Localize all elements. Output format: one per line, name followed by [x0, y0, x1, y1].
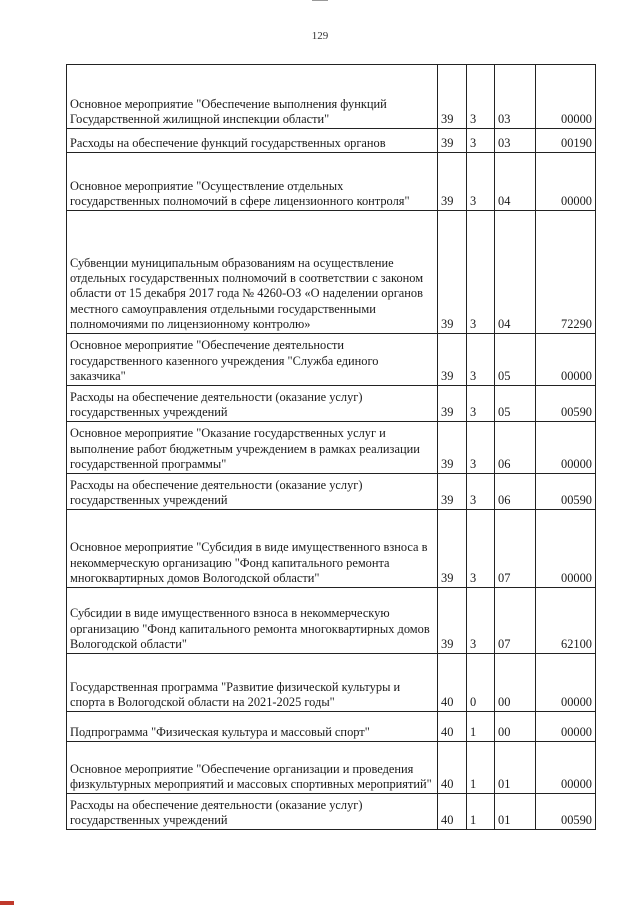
row-subprogram-code: 3	[467, 334, 495, 386]
row-subprogram-code: 1	[467, 794, 495, 830]
row-subprogram-code: 0	[467, 654, 495, 712]
row-program-code: 39	[438, 510, 467, 588]
scan-corner-mark	[0, 901, 14, 905]
row-activity-code: 04	[495, 153, 536, 211]
row-direction-code: 00000	[536, 65, 596, 129]
table-row	[67, 742, 596, 794]
row-subprogram-code: 1	[467, 742, 495, 794]
row-subprogram-code: 3	[467, 510, 495, 588]
row-name: Основное мероприятие "Обеспечение деятельности государственного казенного учреждения "Служба единого заказчика"	[67, 334, 438, 386]
page-number: 129	[311, 30, 329, 42]
row-activity-code: 06	[495, 422, 536, 474]
row-direction-code: 00190	[536, 129, 596, 153]
row-activity-code: 01	[495, 742, 536, 794]
row-subprogram-code: 1	[467, 712, 495, 742]
row-activity-code: 00	[495, 654, 536, 712]
row-subprogram-code: 3	[467, 211, 495, 334]
row-activity-code: 05	[495, 386, 536, 422]
row-name: Основное мероприятие "Оказание государственных услуг и выполнение работ бюджетным учреждением в рамках реализации государственной программы"	[67, 422, 438, 474]
row-direction-code: 00000	[536, 510, 596, 588]
row-direction-code: 00590	[536, 386, 596, 422]
row-direction-code: 00000	[536, 742, 596, 794]
row-direction-code: 62100	[536, 588, 596, 654]
row-direction-code: 72290	[536, 211, 596, 334]
row-program-code: 40	[438, 742, 467, 794]
row-name: Расходы на обеспечение деятельности (оказание услуг) государственных учреждений	[67, 474, 438, 510]
row-activity-code: 01	[495, 794, 536, 830]
row-program-code: 39	[438, 422, 467, 474]
row-activity-code: 00	[495, 712, 536, 742]
row-direction-code: 00590	[536, 794, 596, 830]
row-program-code: 40	[438, 794, 467, 830]
row-name: Основное мероприятие "Обеспечение выполнения функций Государственной жилищной инспекции области"	[67, 65, 438, 129]
row-name: Расходы на обеспечение деятельности (оказание услуг) государственных учреждений	[67, 794, 438, 830]
row-direction-code: 00000	[536, 422, 596, 474]
table-row	[67, 422, 596, 474]
row-name: Подпрограмма "Физическая культура и массовый спорт"	[67, 712, 438, 742]
row-program-code: 39	[438, 334, 467, 386]
table-row	[67, 65, 596, 129]
row-program-code: 39	[438, 65, 467, 129]
row-name: Основное мероприятие "Обеспечение организации и проведения физкультурных мероприятий и массовых спортивных мероприятий"	[67, 742, 438, 794]
row-direction-code: 00000	[536, 153, 596, 211]
row-direction-code: 00000	[536, 654, 596, 712]
row-subprogram-code: 3	[467, 65, 495, 129]
table-row	[67, 794, 596, 830]
row-subprogram-code: 3	[467, 588, 495, 654]
row-program-code: 40	[438, 654, 467, 712]
row-program-code: 39	[438, 588, 467, 654]
table-row	[67, 153, 596, 211]
row-activity-code: 03	[495, 65, 536, 129]
row-name: Основное мероприятие "Осуществление отдельных государственных полномочий в сфере лицензионного контроля"	[67, 153, 438, 211]
row-name: Расходы на обеспечение функций государственных органов	[67, 129, 438, 153]
row-activity-code: 07	[495, 510, 536, 588]
scan-top-mark	[312, 0, 328, 1]
row-name: Расходы на обеспечение деятельности (оказание услуг) государственных учреждений	[67, 386, 438, 422]
row-direction-code: 00000	[536, 334, 596, 386]
row-subprogram-code: 3	[467, 129, 495, 153]
row-program-code: 39	[438, 211, 467, 334]
row-program-code: 39	[438, 153, 467, 211]
row-subprogram-code: 3	[467, 422, 495, 474]
table-row	[67, 510, 596, 588]
row-activity-code: 03	[495, 129, 536, 153]
budget-classification-table	[66, 64, 596, 830]
row-name: Основное мероприятие "Субсидия в виде имущественного взноса в некоммерческую организацию "Фонд капитального ремонта многоквартирных домов Вологодской области"	[67, 510, 438, 588]
row-subprogram-code: 3	[467, 474, 495, 510]
row-activity-code: 04	[495, 211, 536, 334]
row-program-code: 39	[438, 474, 467, 510]
table-row	[67, 334, 596, 386]
table-row	[67, 211, 596, 334]
row-direction-code: 00590	[536, 474, 596, 510]
row-subprogram-code: 3	[467, 386, 495, 422]
row-program-code: 39	[438, 386, 467, 422]
table-row	[67, 386, 596, 422]
table-row	[67, 129, 596, 153]
row-direction-code: 00000	[536, 712, 596, 742]
row-activity-code: 07	[495, 588, 536, 654]
table-row	[67, 712, 596, 742]
row-name: Субсидии в виде имущественного взноса в некоммерческую организацию "Фонд капитального ремонта многоквартирных домов Вологодской области"	[67, 588, 438, 654]
row-activity-code: 05	[495, 334, 536, 386]
row-name: Государственная программа "Развитие физической культуры и спорта в Вологодской области на 2021-2025 годы"	[67, 654, 438, 712]
row-activity-code: 06	[495, 474, 536, 510]
row-program-code: 39	[438, 129, 467, 153]
row-name: Субвенции муниципальным образованиям на осуществление отдельных государственных полномочий в соответствии с законом области от 15 декабря 2017 года № 4260-ОЗ «О наделении органов местного самоуправления отдельными государственными полномочиями по лицензионному контролю»	[67, 211, 438, 334]
table-row	[67, 654, 596, 712]
row-program-code: 40	[438, 712, 467, 742]
row-subprogram-code: 3	[467, 153, 495, 211]
table-row	[67, 474, 596, 510]
table-row	[67, 588, 596, 654]
